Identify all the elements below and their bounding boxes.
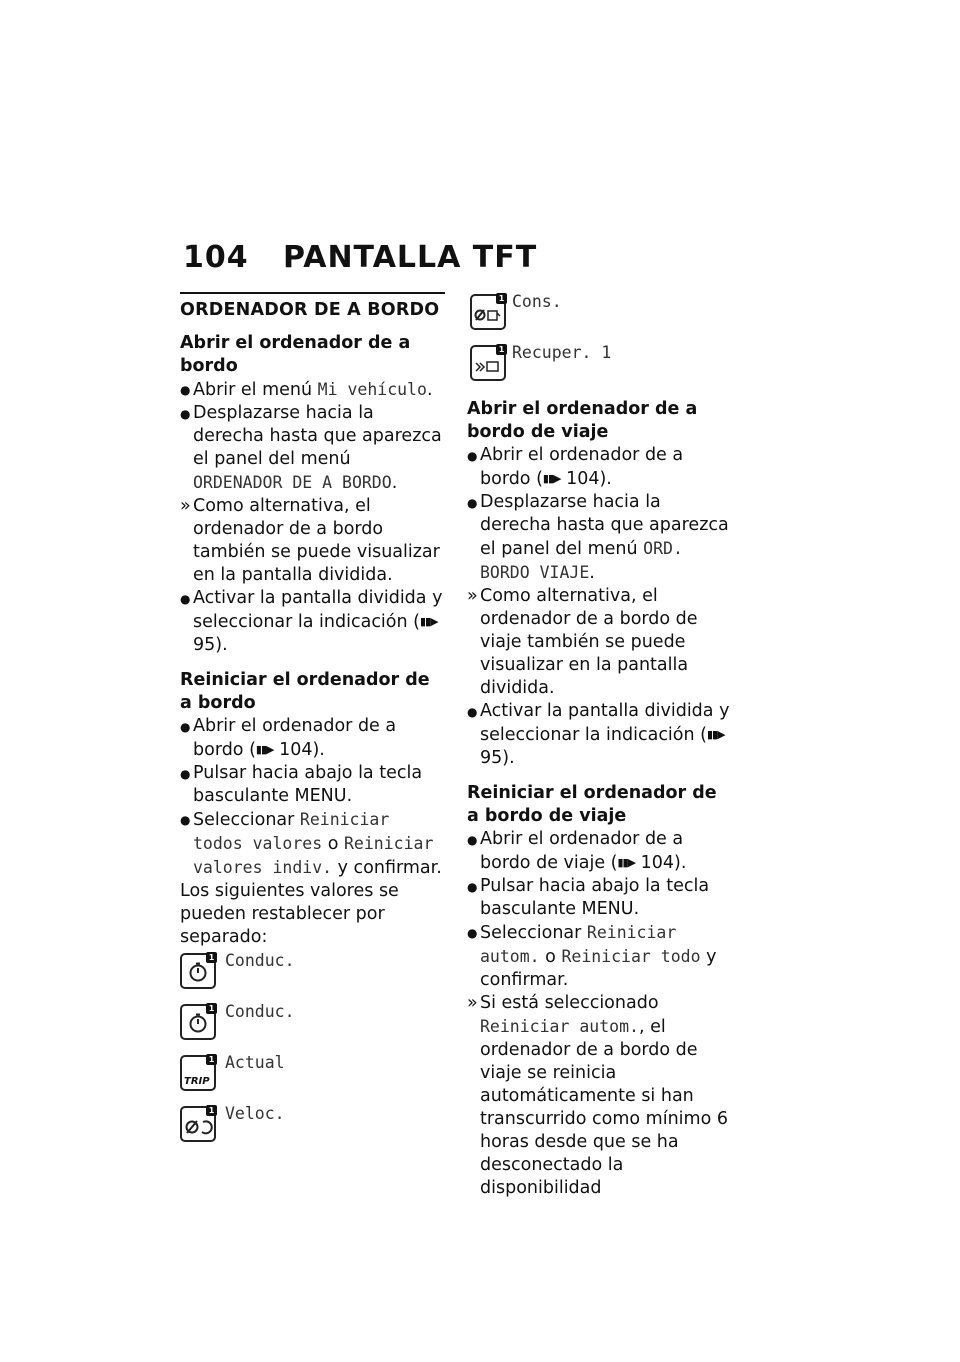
list-item: ● Desplazarse hacia la derecha hasta que aparezca el panel del menú ORDENADOR DE A BORDO.	[180, 403, 442, 493]
page-reference[interactable]: 104	[566, 469, 600, 489]
value-label: Recuper. 1	[512, 343, 612, 362]
value-row	[467, 341, 732, 392]
page-header	[183, 240, 743, 280]
value-label: Cons.	[512, 292, 562, 311]
bullet-icon: ●	[180, 767, 191, 781]
section-title: ORDENADOR DE A BORDO	[180, 292, 445, 322]
list-item: ● Pulsar hacia abajo la tecla basculante MENU.	[180, 763, 423, 806]
list-item: ● Abrir el ordenador de a bordo (▮▮▶ 104).	[180, 716, 397, 760]
bullet-icon: ●	[180, 383, 191, 397]
page-reference-arrow-icon: ▮▮▶	[617, 856, 636, 869]
consumption-icon: 1	[470, 294, 506, 330]
bullet-icon: ●	[180, 720, 191, 734]
value-row	[467, 290, 732, 341]
value-label: Conduc.	[225, 1002, 295, 1021]
left-column	[180, 292, 445, 1153]
bullet-icon: ●	[467, 449, 478, 463]
list-item: ● Pulsar hacia abajo la tecla basculante MENU.	[467, 876, 710, 919]
subheading-open: Abrir el ordenador de a bordo	[180, 333, 411, 376]
page-reference-arrow-icon: ▮▮▶	[542, 472, 561, 485]
result-arrow-icon: »	[467, 586, 478, 606]
value-row	[180, 1051, 445, 1102]
bullet-icon: ●	[467, 496, 478, 510]
page-reference-arrow-icon: ▮▮▶	[255, 743, 274, 756]
result-arrow-icon: »	[467, 993, 478, 1013]
list-item: ● Activar la pantalla dividida y seleccionar la indicación (▮▮▶ 95).	[467, 701, 730, 768]
value-label: Veloc.	[225, 1104, 285, 1123]
result-item: » Si está seleccionado Reiniciar autom., el ordenador de a bordo de viaje se reinicia automáticamente si han transcurrido como mínimo 6 horas desde que se ha desconectado la disponibilidad	[467, 993, 728, 1198]
bullet-icon: ●	[467, 833, 478, 847]
subheading-trip-reset: Reiniciar el ordenador de a bordo de viaje	[467, 783, 717, 826]
bullet-icon: ●	[180, 407, 191, 421]
average-speed-icon: 1	[180, 1106, 216, 1142]
list-item: ● Desplazarse hacia la derecha hasta que aparezca el panel del menú ORD. BORDO VIAJE.	[467, 492, 729, 583]
bullet-icon: ●	[180, 592, 191, 606]
list-item: ● Abrir el ordenador de a bordo de viaje (▮▮▶ 104).	[467, 829, 687, 873]
page-reference[interactable]: 95	[480, 748, 503, 768]
page-reference[interactable]: 104	[279, 740, 313, 760]
list-item: ● Seleccionar Reiniciar autom. o Reiniciar todo y confirmar.	[467, 923, 717, 990]
value-row	[180, 1000, 445, 1051]
result-arrow-icon: »	[180, 496, 191, 516]
list-item: ● Seleccionar Reiniciar todos valores o Reiniciar valores indiv. y confirmar.	[180, 810, 442, 878]
value-label: Conduc.	[225, 951, 295, 970]
reset-note: Los siguientes valores se pueden restablecer por separado:	[180, 881, 399, 947]
page-reference[interactable]: 95	[193, 635, 216, 655]
bullet-icon: ●	[467, 926, 478, 940]
stopwatch-icon: 1	[180, 1004, 216, 1040]
subheading-reset: Reiniciar el ordenador de a bordo	[180, 670, 430, 713]
list-item: ● Activar la pantalla dividida y seleccionar la indicación (▮▮▶ 95).	[180, 588, 443, 655]
page-reference-arrow-icon: ▮▮▶	[420, 615, 438, 628]
value-label: Actual	[225, 1053, 285, 1072]
value-row	[180, 949, 445, 1000]
result-item: » Como alternativa, el ordenador de a bordo de viaje también se puede visualizar en la pantalla dividida.	[467, 586, 698, 698]
page-reference[interactable]: 104	[640, 853, 675, 873]
bullet-icon: ●	[467, 880, 478, 894]
right-column	[467, 290, 732, 1200]
page-number: 104	[183, 240, 249, 275]
value-row	[180, 1102, 445, 1153]
list-item: ● Abrir el menú Mi vehículo.	[180, 380, 433, 400]
page-reference-arrow-icon: ▮▮▶	[707, 728, 725, 741]
trip-icon: 1 TRIP	[180, 1055, 216, 1091]
bullet-icon: ●	[467, 705, 478, 719]
stopwatch-icon: 1	[180, 953, 216, 989]
list-item: ● Abrir el ordenador de a bordo (▮▮▶ 104).	[467, 445, 684, 489]
recuperation-icon: 1	[470, 345, 506, 381]
bullet-icon: ●	[180, 813, 191, 827]
page-title: PANTALLA TFT	[283, 240, 538, 275]
subheading-trip-open: Abrir el ordenador de a bordo de viaje	[467, 399, 698, 442]
result-item: » Como alternativa, el ordenador de a bordo también se puede visualizar en la pantalla dividida.	[180, 496, 440, 585]
